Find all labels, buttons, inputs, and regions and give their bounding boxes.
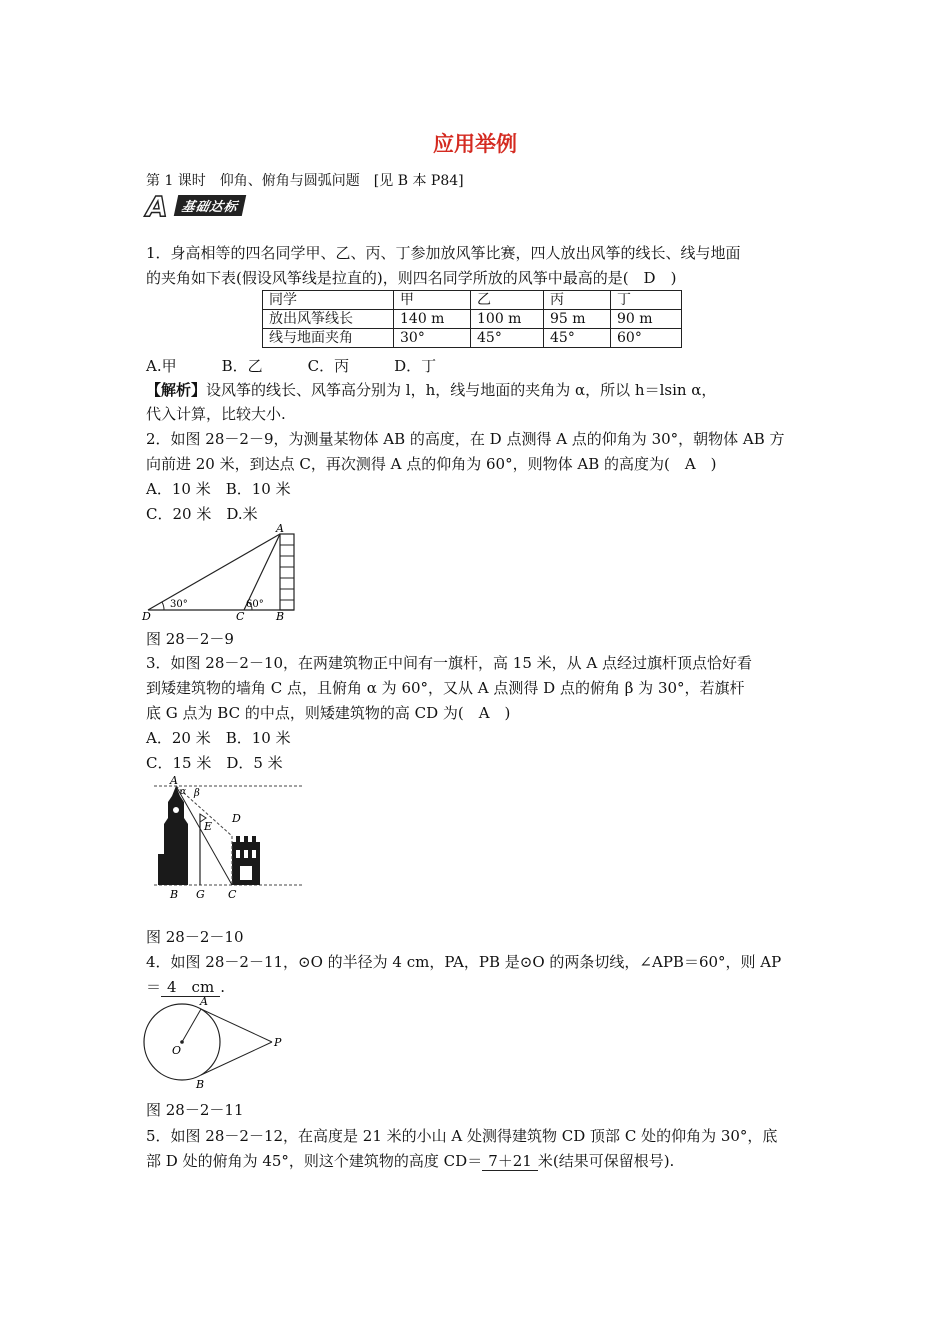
q1-analysis-line2: 代入计算，比较大小. [146, 405, 286, 423]
q2-options-ab: A．10 米 B．10 米 [146, 480, 291, 498]
q4-caption: 图 28－2－11 [146, 1101, 244, 1119]
q3-options-cd: C．15 米 D．5 米 [146, 754, 283, 772]
figure-28-2-9 [140, 522, 310, 624]
table-cell: 甲 [394, 291, 471, 310]
fig9-label-c: C [236, 610, 245, 623]
fig11-label-p: P [274, 1036, 282, 1049]
badge-text: 基础达标 [174, 195, 246, 216]
q4-answer: 4 cm [161, 978, 220, 997]
fig10-label-a: A [170, 774, 178, 787]
table-cell: 90 m [611, 310, 682, 329]
q5-prefix: 部 D 处的俯角为 45°，则这个建筑物的高度 CD＝ [146, 1152, 483, 1170]
q2-options-cd: C．20 米 D.米 [146, 505, 258, 523]
q5-suffix: 米(结果可保留根号). [537, 1152, 675, 1170]
table-cell: 45° [471, 329, 544, 348]
table-row [263, 310, 682, 329]
q1-analysis [146, 380, 716, 400]
q4-line1: 4．如图 28－2－11，⊙O 的半径为 4 cm，PA，PB 是⊙O 的两条切线，∠APB＝60°，则 AP [146, 953, 782, 971]
kite-table [262, 290, 682, 348]
q1-line2: 的夹角如下表(假设风筝线是拉直的)，则四名同学所放的风筝中最高的是( D ) [146, 269, 677, 287]
table-cell: 丁 [611, 291, 682, 310]
fig10-label-g: G [196, 888, 205, 901]
table-cell: 45° [544, 329, 611, 348]
q3-line1: 3．如图 28－2－10，在两建筑物正中间有一旗杆，高 15 米，从 A 点经过旗杆顶点恰好看 [146, 654, 753, 672]
fig9-label-a: A [276, 522, 284, 535]
table-cell: 同学 [263, 291, 394, 310]
analysis-text: 设风筝的线长、风筝高分别为 l，h，线与地面的夹角为 α，所以 h＝lsin α， [206, 381, 717, 399]
fig10-label-beta: β [194, 788, 200, 799]
table-cell: 放出风筝线长 [263, 310, 394, 329]
basic-level-badge [146, 190, 250, 223]
q3-line3: 底 G 点为 BC 的中点，则矮建筑物的高 CD 为( A ) [146, 704, 511, 722]
fig9-angle-c: 60° [246, 599, 264, 610]
fig10-label-e: E [204, 820, 213, 833]
table-cell: 乙 [471, 291, 544, 310]
q3-line2: 到矮建筑物的墙角 C 点，且俯角 α 为 60°，又从 A 点测得 D 点的俯角 β 为 30°，若旗杆 [146, 679, 745, 697]
q1-line1: 1．身高相等的四名同学甲、乙、丙、丁参加放风筝比赛，四人放出风筝的线长、线与地面 [146, 244, 741, 262]
q5-line1: 5．如图 28－2－12，在高度是 21 米的小山 A 处测得建筑物 CD 顶部 C 处的仰角为 30°，底 [146, 1127, 778, 1145]
q4-prefix: ＝ [146, 978, 162, 996]
fig10-label-d: D [232, 812, 241, 825]
table-cell: 线与地面夹角 [263, 329, 394, 348]
figure-28-2-11 [140, 994, 290, 1090]
badge-letter: A [146, 190, 168, 223]
table-cell: 30° [394, 329, 471, 348]
q2-line2: 向前进 20 米，到达点 C，再次测得 A 点的仰角为 60°，则物体 AB 的高度为( A ) [146, 455, 717, 473]
fig10-label-alpha: α [180, 787, 187, 797]
table-cell: 60° [611, 329, 682, 348]
table-row [263, 329, 682, 348]
fig9-label-d: D [142, 610, 151, 623]
fig9-angle-d: 30° [170, 599, 188, 610]
q2-caption: 图 28－2－9 [146, 630, 234, 648]
fig11-label-o: O [172, 1044, 182, 1057]
table-cell: 95 m [544, 310, 611, 329]
fig9-label-b: B [276, 610, 285, 623]
fig11-label-a: A [200, 995, 208, 1008]
figure-28-2-10 [150, 774, 310, 904]
fig11-label-b: B [196, 1078, 205, 1090]
q5-line2 [146, 1151, 674, 1171]
analysis-label: 【解析】 [146, 381, 207, 399]
lesson-subtitle: 第 1 课时 仰角、俯角与圆弧问题 [见 B 本 P84] [146, 173, 464, 189]
q3-caption: 图 28－2－10 [146, 928, 244, 946]
q5-answer: 7＋21 [482, 1152, 538, 1171]
table-cell: 100 m [471, 310, 544, 329]
q1-options: A.甲 B．乙 C．丙 D．丁 [146, 357, 437, 375]
table-cell: 140 m [394, 310, 471, 329]
table-cell: 丙 [544, 291, 611, 310]
page-title: 应用举例 [433, 132, 517, 156]
fig10-label-b: B [170, 888, 179, 901]
q4-suffix: . [220, 978, 225, 996]
q2-line1: 2．如图 28－2－9，为测量某物体 AB 的高度，在 D 点测得 A 点的仰角为 30°，朝物体 AB 方 [146, 430, 785, 448]
table-row [263, 291, 682, 310]
q3-options-ab: A．20 米 B．10 米 [146, 729, 291, 747]
fig10-label-c: C [228, 888, 237, 901]
